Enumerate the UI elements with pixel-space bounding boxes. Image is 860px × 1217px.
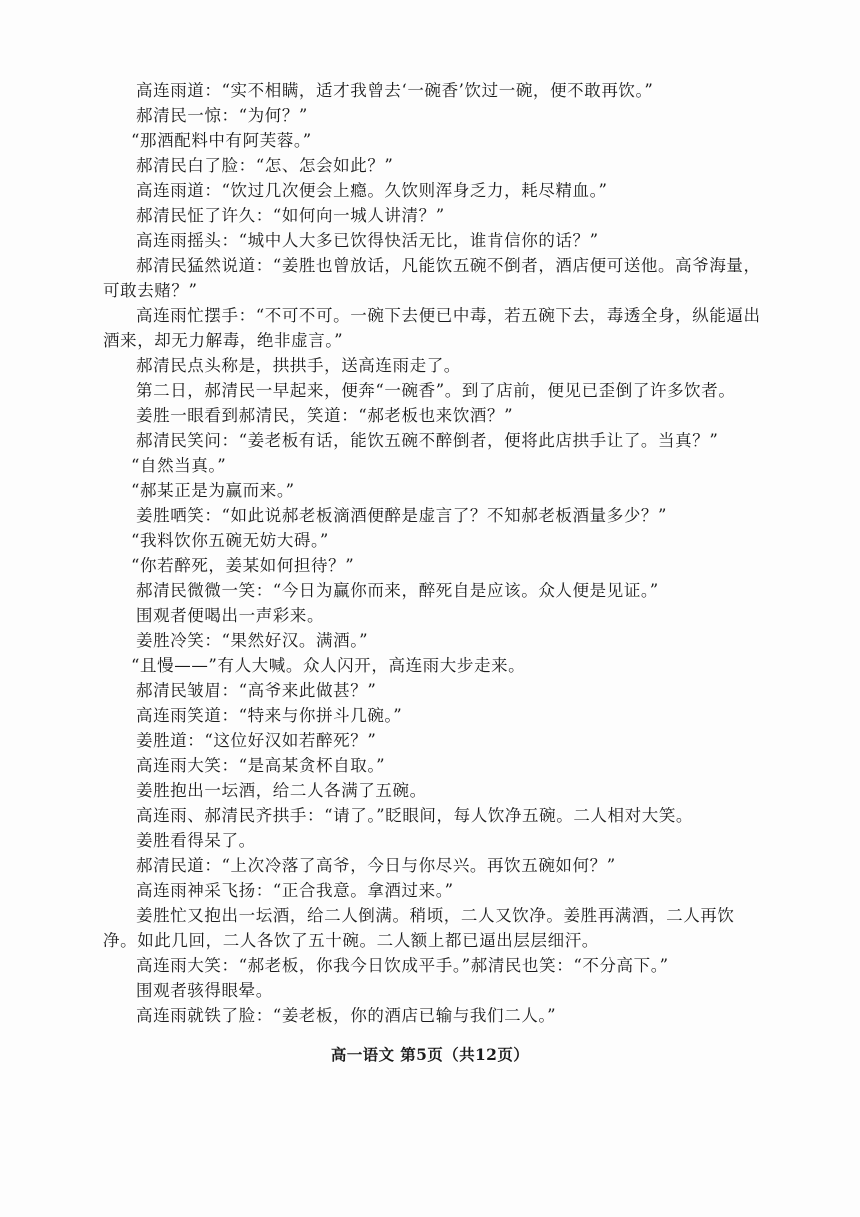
story-text-block [103,78,763,1028]
page-footer: 高一语文 第5页（共12页） [330,1045,530,1064]
story-paragraph: 高连雨摇头：“城中人大多已饮得快活无比，谁肯信你的话？” [136,231,599,250]
story-paragraph: 姜胜冷笑：“果然好汉。满酒。” [136,631,369,650]
story-paragraph: 高连雨道：“饮过几次便会上瘾。久饮则浑身乏力，耗尽精血。” [136,181,608,200]
story-paragraph: 高连雨、郝清民齐拱手：“请了。”眨眼间，每人饮净五碗。二人相对大笑。 [136,806,694,825]
story-paragraph: 姜胜一眼看到郝清民，笑道：“郝老板也来饮酒？” [136,406,514,425]
story-paragraph: 郝清民猛然说道：“姜胜也曾放话，凡能饮五碗不倒者，酒店便可送他。高爷海量，可敢去赌？” [103,256,761,300]
story-paragraph: 高连雨大笑：“郝老板，你我今日饮成平手。”郝清民也笑：“不分高下。” [136,956,669,975]
story-paragraph: “你若醉死，姜某如何担待？” [131,556,355,575]
story-paragraph: 高连雨道：“实不相瞒，适才我曾去‘一碗香’饮过一碗，便不敢再饮。” [136,81,654,100]
story-paragraph: 姜胜道：“这位好汉如若醉死？” [136,731,377,750]
story-paragraph: 郝清民笑问：“姜老板有话，能饮五碗不醉倒者，便将此店拱手让了。当真？” [136,431,719,450]
story-paragraph: 姜胜忙又抱出一坛酒，给二人倒满。稍顷，二人又饮净。姜胜再满酒，二人再饮净。如此几回，二人各饮了五十碗。二人额上都已逼出层层细汗。 [103,906,735,950]
story-paragraph: 姜胜看得呆了。 [136,831,256,850]
story-paragraph: 第二日，郝清民一早起来，便奔“一碗香”。到了店前，便见已歪倒了许多饮者。 [136,381,736,400]
story-paragraph: 郝清民怔了许久：“如何向一城人讲清？” [136,206,445,225]
story-paragraph: 高连雨大笑：“是高某贪杯自取。” [136,756,386,775]
story-paragraph: 郝清民点头称是，拱拱手，送高连雨走了。 [136,356,461,375]
story-paragraph: 高连雨笑道：“特来与你拼斗几碗。” [136,706,403,725]
story-paragraph: 郝清民微微一笑：“今日为赢你而来，醉死自是应该。众人便是见证。” [136,581,659,600]
story-paragraph: “我料饮你五碗无妨大碍。” [131,531,329,550]
story-paragraph: 郝清民一惊：“为何？” [136,106,308,125]
story-paragraph: 姜胜抱出一坛酒，给二人各满了五碗。 [136,781,427,800]
story-paragraph: 郝清民白了脸：“怎、怎会如此？” [136,156,394,175]
story-paragraph: 郝清民道：“上次冷落了高爷，今日与你尽兴。再饮五碗如何？” [136,856,616,875]
story-paragraph: “郝某正是为赢而来。” [131,481,295,500]
story-paragraph: 姜胜哂笑：“如此说郝老板滴酒便醉是虚言了？不知郝老板酒量多少？” [136,506,668,525]
story-paragraph: 郝清民皱眉：“高爷来此做甚？” [136,681,377,700]
story-paragraph: 围观者便喝出一声彩来。 [136,606,325,625]
story-paragraph: “且慢——”有人大喊。众人闪开，高连雨大步走来。 [131,656,526,675]
story-paragraph: 高连雨神采飞扬：“正合我意。拿酒过来。” [136,881,454,900]
story-paragraph: “自然当真。” [131,456,227,475]
story-paragraph: 高连雨就铁了脸：“姜老板，你的酒店已输与我们二人。” [136,1006,557,1025]
story-paragraph: 高连雨忙摆手：“不可不可。一碗下去便已中毒，若五碗下去，毒透全身，纵能逼出酒来，却无力解毒，绝非虚言。” [103,306,761,350]
story-paragraph: 围观者骇得眼晕。 [136,981,273,1000]
story-paragraph: “那酒配料中有阿芙蓉。” [131,131,312,150]
